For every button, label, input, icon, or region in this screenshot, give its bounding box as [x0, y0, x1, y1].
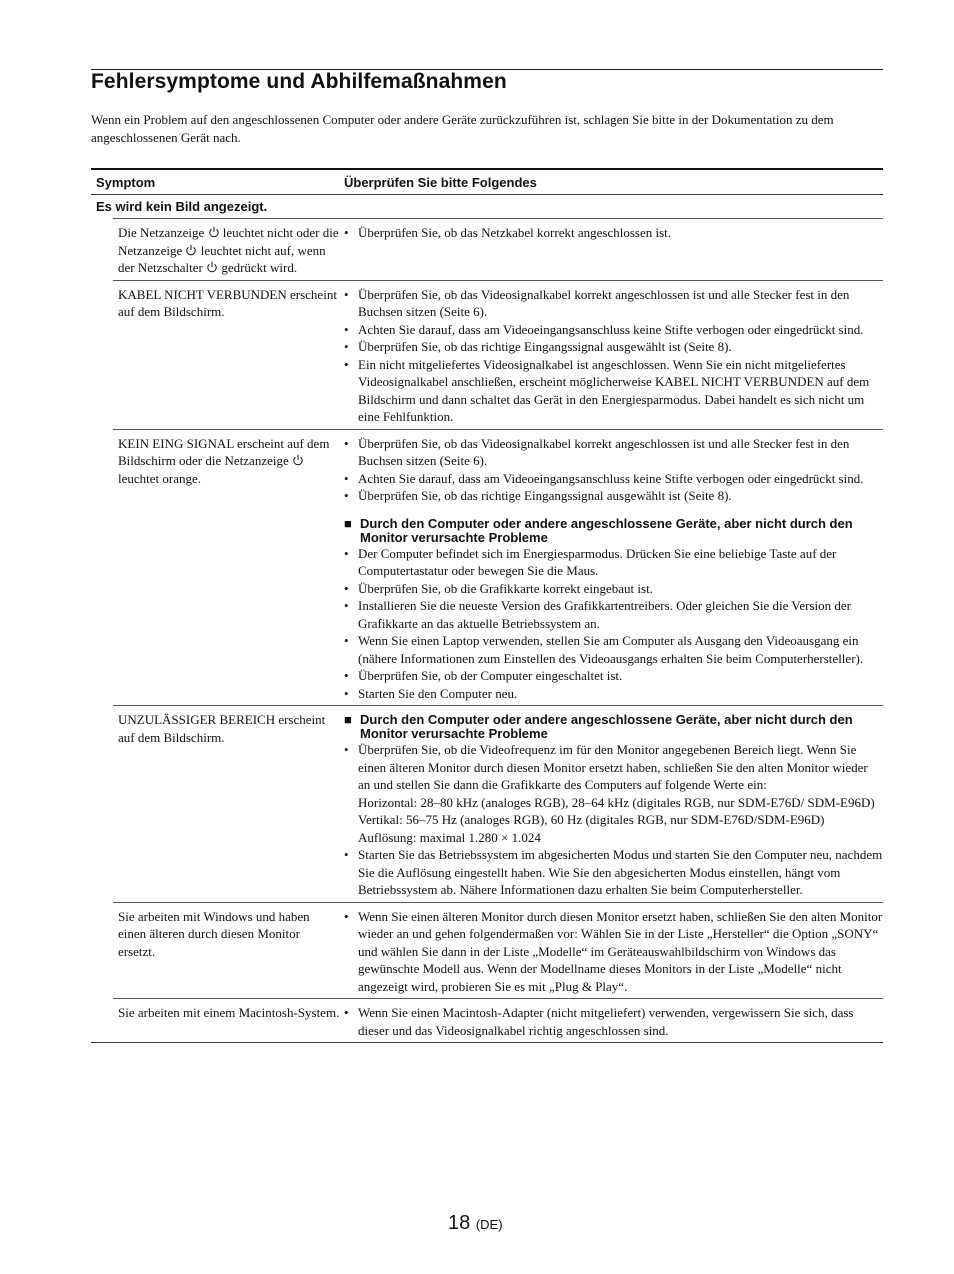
- resolution: Auflösung: maximal 1.280 × 1.024: [358, 829, 541, 845]
- symptom-text: leuchtet nicht oder die Netzanzeige: [118, 225, 339, 258]
- symptom-text: leuchtet nicht auf, wenn der Netzschalter: [118, 242, 326, 275]
- table-row: [113, 218, 883, 280]
- check-item: • Überprüfen Sie, ob das richtige Eingangssignal ausgewählt ist (Seite 8).: [344, 338, 883, 356]
- check-item: • Der Computer befindet sich im Energiesparmodus. Drücken Sie eine beliebige Taste auf der Computertastatur oder bewegen Sie die Maus.: [344, 545, 883, 580]
- symptom-cell: [113, 430, 344, 706]
- symptom-cell: KABEL NICHT VERBUNDEN erscheint auf dem Bildschirm.: [118, 286, 337, 319]
- check-cell: [344, 281, 883, 429]
- check-text: • Überprüfen Sie, ob die Videofrequenz im für den Monitor angegebenen Bereich liegt. Wenn Sie einen älteren Monitor durch diesen Monitor ersetzt haben, schließen Sie den alten Monitor wieder an und stellen Sie dann die Grafikkarte des Computers auf folgende Werte ein:: [358, 742, 868, 792]
- section-no-picture: Es wird kein Bild angezeigt.: [96, 199, 268, 214]
- check-item: • Achten Sie darauf, dass am Videoeingangsanschluss keine Stifte verbogen oder eingedrückt sind.: [344, 470, 883, 488]
- frequency-horizontal: Horizontal: 28–80 kHz (analoges RGB), 28–64 kHz (digitales RGB, nur SDM-E76D/ SDM-E96D): [358, 794, 875, 810]
- table-row: [113, 998, 883, 1042]
- check-cell: [344, 219, 883, 280]
- check-cell: [344, 903, 883, 999]
- troubleshooting-table: [91, 168, 883, 1043]
- check-item: [344, 741, 883, 846]
- check-item: • Wenn Sie einen Macintosh-Adapter (nicht mitgeliefert) verwenden, vergewissern Sie sich, dass dieser und das Videosignalkabel richtig angeschlossen sind.: [344, 1004, 883, 1039]
- power-icon: [208, 226, 220, 238]
- table-header: [91, 170, 883, 194]
- check-item: • Überprüfen Sie, ob die Grafikkarte korrekt eingebaut ist.: [344, 580, 883, 598]
- intro-paragraph: Wenn ein Problem auf den angeschlossenen Computer oder andere Geräte zurückzuführen ist, schlagen Sie bitte in der Dokumentation zu dem angeschlossenen Gerät nach.: [91, 112, 834, 145]
- check-item: • Starten Sie das Betriebssystem im abgesicherten Modus und starten Sie den Computer neu, nachdem Sie die Auflösung eingestellt haben. Wie Sie den abgesicherten Modus einstellen, hängt vom Betriebssystem ab. Nähere Informationen dazu erhalten Sie beim Computerhersteller.: [344, 846, 883, 899]
- subheading-text: Durch den Computer oder andere angeschlossene Geräte, aber nicht durch den Monitor verursachte Probleme: [360, 712, 853, 741]
- page-language: (DE): [475, 1217, 503, 1232]
- check-item: • Starten Sie den Computer neu.: [344, 685, 883, 703]
- check-item: • Wenn Sie einen Laptop verwenden, stellen Sie am Computer als Ausgang den Videoausgang ein (nähere Informationen zum Einstellen des Videoausgangs erhalten Sie beim Computerhersteller).: [344, 632, 883, 667]
- check-item: • Überprüfen Sie, ob das richtige Eingangssignal ausgewählt ist (Seite 8).: [344, 487, 883, 505]
- symptom-text: Die Netzanzeige: [118, 225, 208, 240]
- page-title: Fehlersymptome und Abhilfemaßnahmen: [91, 70, 507, 93]
- check-item: • Ein nicht mitgeliefertes Videosignalkabel ist angeschlossen. Wenn Sie ein nicht mitgeliefertes Videosignalkabel anschließen, erscheint möglicherweise KABEL NICHT VERBUNDEN auf dem Bildschirm und dann schaltet das Gerät in den Energiesparmodus. Dabei handelt es sich nicht um eine Fehlfunktion.: [344, 356, 883, 426]
- symptom-text: KEIN EING SIGNAL erscheint auf dem Bildschirm oder die Netzanzeige: [118, 435, 330, 468]
- header-symptom: Symptom: [96, 174, 156, 190]
- square-bullet-icon: ■: [344, 712, 352, 727]
- header-check: Überprüfen Sie bitte Folgendes: [344, 174, 537, 190]
- check-cell: [344, 999, 883, 1042]
- subheading: [344, 713, 883, 741]
- power-icon: [206, 261, 218, 273]
- subheading: [344, 517, 883, 545]
- check-item: • Achten Sie darauf, dass am Videoeingangsanschluss keine Stifte verbogen oder eingedrückt sind.: [344, 321, 883, 339]
- table-row: [113, 902, 883, 999]
- symptom-text: gedrückt wird.: [218, 260, 298, 275]
- check-item: • Wenn Sie einen älteren Monitor durch diesen Monitor ersetzt haben, schließen Sie den alten Monitor wieder an und gehen folgendermaßen vor: Wählen Sie in der Liste „Hersteller“ die Option „SONY“ und wählen Sie dann in der Liste „Modelle“ im Geräteauswahlbildschirm von Windows das gewünschte Modell aus. Wenn der Modellname dieses Monitors in der Liste „Modelle“ nicht angezeigt wird, probieren Sie es mit „Plug & Play“.: [344, 908, 883, 996]
- table-row: [113, 280, 883, 429]
- check-item: • Überprüfen Sie, ob der Computer eingeschaltet ist.: [344, 667, 883, 685]
- page-number: [448, 1212, 503, 1235]
- check-cell: [344, 706, 883, 902]
- check-item: • Überprüfen Sie, ob das Videosignalkabel korrekt angeschlossen ist und alle Stecker fest in den Buchsen sitzen (Seite 6).: [344, 435, 883, 470]
- power-icon: [185, 244, 197, 256]
- symptom-text: leuchtet orange.: [118, 470, 202, 486]
- symptom-cell: Sie arbeiten mit Windows und haben einen älteren durch diesen Monitor ersetzt.: [118, 908, 310, 959]
- page-number-value: 18: [448, 1212, 471, 1234]
- frequency-vertical: Vertikal: 56–75 Hz (analoges RGB), 60 Hz (digitales RGB, nur SDM-E76D/SDM-E96D): [358, 812, 825, 827]
- symptom-cell: [113, 219, 344, 280]
- table-row: [113, 705, 883, 902]
- square-bullet-icon: ■: [344, 515, 352, 531]
- check-item: • Überprüfen Sie, ob das Videosignalkabel korrekt angeschlossen ist und alle Stecker fest in den Buchsen sitzen (Seite 6).: [344, 286, 883, 321]
- table-bottom-rule: [91, 1042, 883, 1043]
- check-item: • Installieren Sie die neueste Version des Grafikkartentreibers. Oder gleichen Sie die Version der Grafikkarte an das aktuelle Betriebssystem an.: [344, 597, 883, 632]
- table-row: [113, 429, 883, 706]
- subheading-text: Durch den Computer oder andere angeschlossene Geräte, aber nicht durch den Monitor verursachte Probleme: [360, 515, 853, 545]
- power-icon: [292, 454, 304, 466]
- symptom-cell: UNZULÄSSIGER BEREICH erscheint auf dem Bildschirm.: [118, 712, 326, 745]
- check-cell: [344, 430, 883, 706]
- check-item: • Überprüfen Sie, ob das Netzkabel korrekt angeschlossen ist.: [344, 224, 883, 242]
- symptom-cell: Sie arbeiten mit einem Macintosh-System.: [118, 1005, 340, 1020]
